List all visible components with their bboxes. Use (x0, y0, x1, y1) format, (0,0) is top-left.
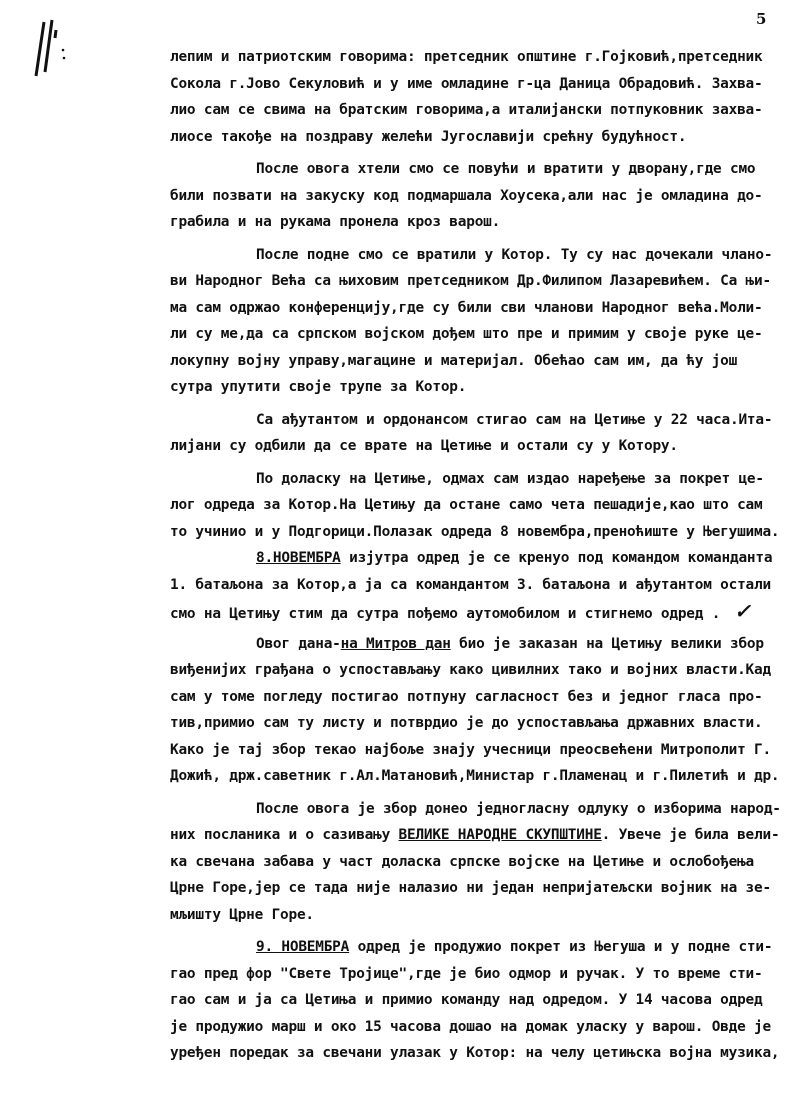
text-line: После подне смо се вратили у Котор. Ту су нас дочекали чланo- (256, 246, 773, 263)
text-line: лиосе такође на поздраву желећи Југославији срећну будућност. (170, 128, 687, 145)
text-run: . Увече је била вели- (601, 827, 780, 843)
mitrov-dan-underline: на Митров дан (340, 635, 451, 652)
assembly-name-underline: ВЕЛИКЕ НАРОДНЕ СКУПШТИНЕ (398, 827, 602, 843)
text-line: Дожић, држ.саветник г.Ал.Матановић,Министар г.Пламенац и г.Пилетић и др. (170, 768, 780, 784)
text-line: били позвати на закуску код подмаршала Хоусека,али нас је омладина до- (170, 187, 763, 204)
text-line: лог одреда за Котор.На Цетињу да остане само чета пешадије,као што сам (170, 497, 763, 513)
text-line: лепим и патриотским говорима: претседник општине г.Гојковић,претседник (170, 49, 763, 65)
date-heading-9-november: 9. НОВЕМБРА (256, 939, 350, 955)
text-line: Са ађутантом и ордонансом стигао сам на Цетиње у 22 часа.Ита- (256, 411, 773, 428)
text-line: Сокола г.Јово Секуловић и у име омладине г-ца Даница Обрадовић. Захва- (170, 75, 763, 92)
text-line: лијани су одбили да се врате на Цетиње и остали су у Котору. (170, 438, 678, 454)
text-line (170, 934, 773, 961)
text-line: После овога хтели смо се повући и вратити у дворану,где смо (256, 161, 756, 177)
text-line: сам у томе погледу постигао потпуну сагласност без и једног гласа про- (170, 688, 763, 705)
text-line: После овога је збор донео једногласну одлуку о изборима народ- (256, 800, 781, 817)
text-run: изјутра одред је се кренуо под командом команданта (340, 550, 773, 566)
document-body (170, 44, 781, 1067)
page-number: 5 (756, 10, 767, 28)
text-run: био је заказан на Цетињу велики збор (450, 635, 764, 652)
text-line: гао пред фор "Свете Тројице",где је био одмор и ручак. У то време сти- (170, 965, 763, 982)
text-line (170, 545, 773, 572)
margin-slash-mark (30, 20, 70, 80)
text-line: ли су ме,да са српском војском дођем што пре и примим у своје руке це- (170, 326, 763, 342)
text-run: Овог дана- (256, 635, 341, 652)
text-line: сутра упутити своје трупе за Котор. (170, 379, 467, 395)
text-line: 1. батаљона за Котор,а ја са командантом 3. батаљона и ађутантом остали (170, 576, 771, 593)
text-run: смо на Цетињу стим да сутра пођемо аутомобилом и стигнемо одред . (170, 606, 721, 622)
text-run: них посланика и о сазивању (170, 827, 399, 843)
text-line: ма сам одржао конференцију,где су били сви чланови Народног већа.Моли- (170, 299, 763, 316)
text-run: одред је продужио покрет из Његуша и у подне сти- (349, 939, 773, 955)
text-line (170, 822, 780, 849)
text-line: лио сам се свима на братским говорима,а италијански потпуковник захва- (170, 102, 763, 118)
text-line: ка свечана забава у част доласка српске војске на Цетиње и ослобођења (170, 853, 755, 870)
text-line: локупну војну управу,магацине и материјал. Обећао сам им, да ћу још (170, 352, 738, 369)
check-mark: ✓ (734, 599, 751, 623)
text-line: тив,примио сам ту листу и потврдио је до успостављања државних власти. (170, 715, 763, 731)
text-line: ви Народног Већа са њиховим претседником Др.Филипом Лазаревићем. Са њи- (170, 273, 771, 289)
text-line: грабила и на рукама пронела кроз варош. (170, 214, 501, 230)
text-line (170, 598, 760, 625)
text-line: виђенијих грађана о успостављању како цивилних тако и војних власти.Кад (170, 662, 771, 678)
date-heading-8-november: 8.НОВЕМБРА (256, 550, 341, 566)
text-line: Црне Горе,јер се тада није налазио ни један непријатељски војник на зе- (170, 880, 771, 896)
text-line: Како је тај збор текао најбоље знају учесници преосвећени Митрополит Г. (170, 741, 771, 758)
text-line: По доласку на Цетиње, одмах сам издао наређење за покрет це- (256, 470, 764, 487)
text-line: уређен поредак за свечани улазак у Котор: на челу цетињска војна музика, (170, 1045, 780, 1061)
text-line: то учинио и у Подгорици.Полазак одреда 8 новембра,преноћиште у Његушима. (170, 523, 780, 540)
text-line: гао сам и ја са Цетиња и примио команду над одредом. У 14 часова одред (170, 992, 763, 1008)
text-line: је продужио марш и око 15 часова дошао на домак уласку у варош. Овде је (170, 1018, 771, 1035)
text-line: мљишту Црне Горе. (170, 906, 314, 923)
text-line (170, 631, 764, 658)
